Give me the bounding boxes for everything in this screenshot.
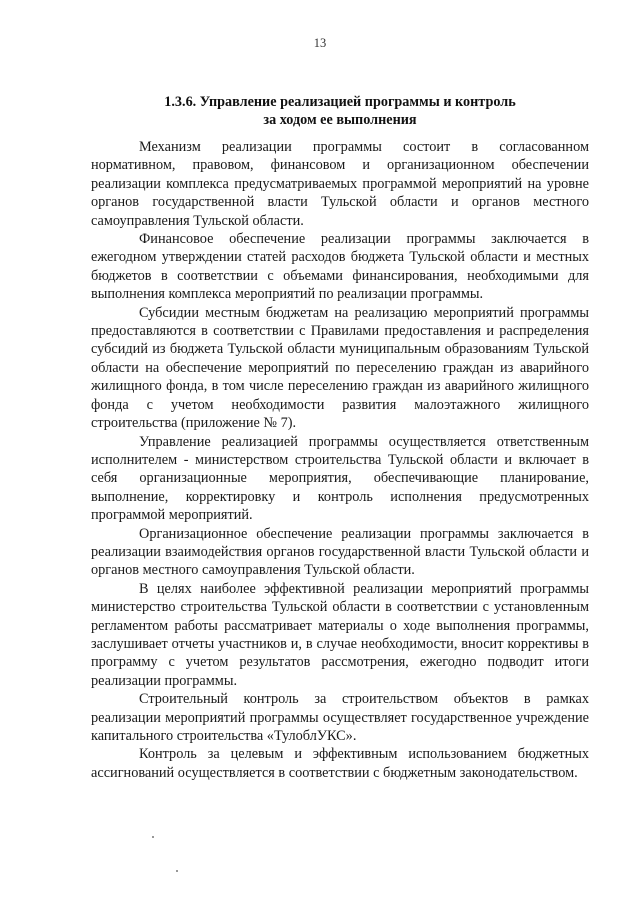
section-heading-line-1: 1.3.6. Управление реализацией программы и контроль — [164, 94, 516, 110]
scan-speck — [176, 870, 178, 872]
page-number: 13 — [313, 36, 327, 50]
paragraph-financing: Финансовое обеспечение реализации программы заключается в ежегодном утверждении статей расходов бюджета Тульской области и местных бюджетов в соответствии с объемами финансирования, необходимыми для выполнения комплекса мероприятий по реализации программы. — [91, 231, 589, 303]
paragraph-construction-control: Строительный контроль за строительством объектов в рамках реализации мероприятий программы осуществляет государственное учреждение капитального строительства «ТулоблУКС». — [91, 691, 589, 744]
section-heading-line-2: за ходом ее выполнения — [263, 112, 417, 128]
paragraph-efficiency: В целях наиболее эффективной реализации мероприятий программы министерство строительства Тульской области в соответствии с установленным регламентом работы рассматривает материалы о ходе выполнения программы, заслушивает отчеты участников и, в случае необходимости, вносит коррективы в программу с учетом результатов рассмотрения, ежегодно подводит итоги реализации программы. — [91, 580, 589, 689]
scan-speck — [152, 836, 154, 838]
paragraph-budget-control: Контроль за целевым и эффективным использованием бюджетных ассигнований осуществляется в соответствии с бюджетным законодательством. — [91, 746, 589, 781]
body-text — [91, 138, 589, 782]
section-heading — [90, 93, 590, 129]
paragraph-management: Управление реализацией программы осуществляется ответственным исполнителем - министерством строительства Тульской области и включает в себя организационные мероприятия, обеспечивающие планирование, выполнение, корректировку и контроль исполнения предусмотренных программой мероприятий. — [91, 433, 589, 524]
paragraph-organizational-support: Организационное обеспечение реализации программы заключается в реализации взаимодействия органов государственной власти Тульской области и органов местного самоуправления Тульской области. — [91, 525, 589, 579]
paragraph-mechanism: Механизм реализации программы состоит в согласованном нормативном, правовом, финансовом и организационном обеспечении реализации комплекса предусматриваемых программой мероприятий на уровне органов государственной власти Тульской области и органов местного самоуправления Тульской области. — [91, 139, 589, 229]
paragraph-subsidies: Субсидии местным бюджетам на реализацию мероприятий программы предоставляются в соответствии с Правилами предоставления и распределения субсидий из бюджета Тульской области муниципальным образованиям Тульской области на обеспечение мероприятий по переселению граждан из аварийного жилищного фонда, в том числе переселению граждан из аварийного жилищного фонда с учетом необходимости развития малоэтажного жилищного строительства (приложение № 7). — [91, 304, 589, 432]
